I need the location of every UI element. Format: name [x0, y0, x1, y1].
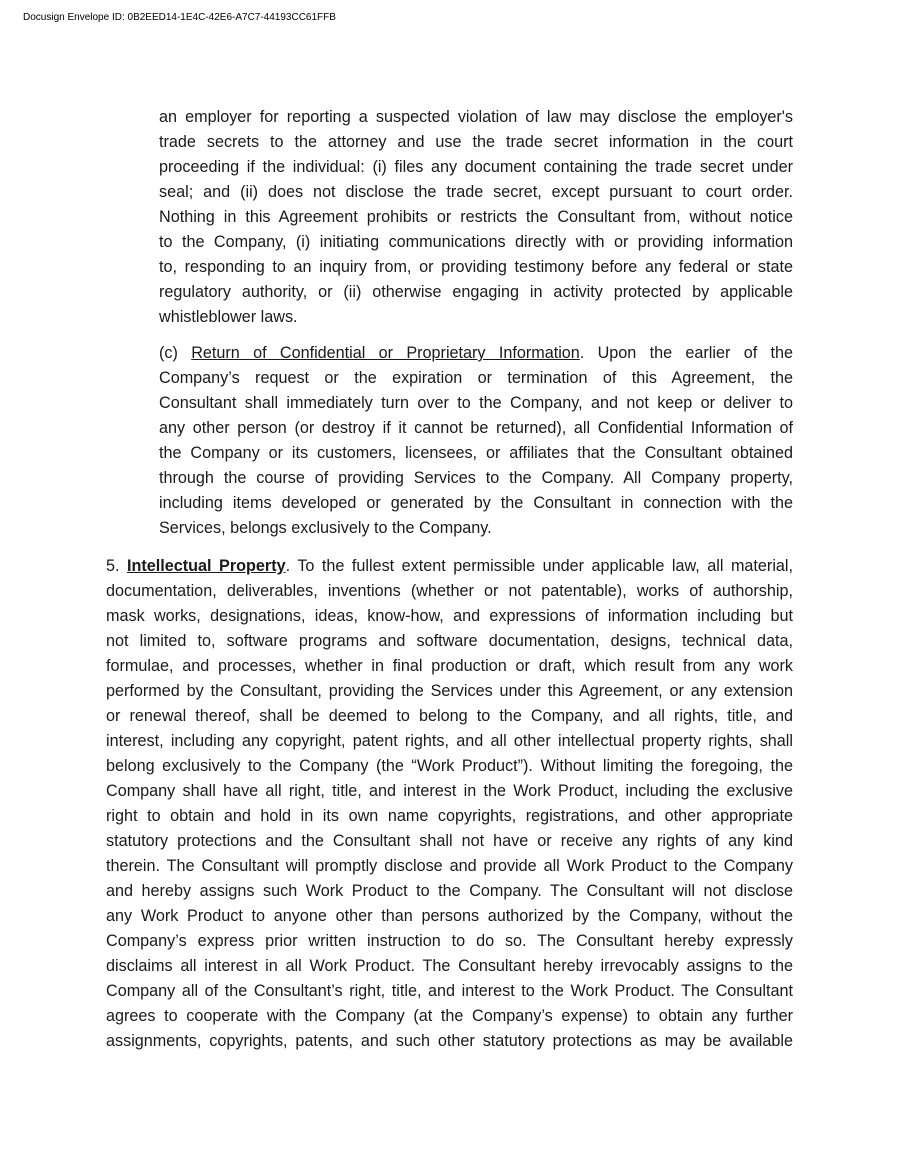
paragraph-line: Company’s request or the expiration or termination of this Agreement, the: [159, 369, 793, 387]
paragraph-line: Nothing in this Agreement prohibits or restricts the Consultant from, without notice: [159, 208, 793, 226]
section-5: [106, 554, 793, 1054]
paragraph-line: Company all of the Consultant’s right, title, and interest to the Work Product. The Consultant: [106, 982, 793, 1000]
section-number: 5.: [106, 557, 127, 575]
paragraph-line: agrees to cooperate with the Company (at the Company’s expense) to obtain any further: [106, 1007, 793, 1025]
paragraph-line: assignments, copyrights, patents, and such other statutory protections as may be available: [106, 1032, 793, 1050]
paragraph-line: trade secrets to the attorney and use the trade secret information in the court: [159, 133, 793, 151]
paragraph-line: therein. The Consultant will promptly disclose and provide all Work Product to the Company: [106, 857, 793, 875]
paragraph-line: [106, 554, 793, 579]
paragraph-line: mask works, designations, ideas, know-how, and expressions of information including but: [106, 607, 793, 625]
paragraph-line: to, responding to an inquiry from, or providing testimony before any federal or state: [159, 258, 793, 276]
paragraph-line: Company’s express prior written instruction to do so. The Consultant hereby expressly: [106, 932, 793, 950]
paragraph-line: any Work Product to anyone other than persons authorized by the Company, without the: [106, 907, 793, 925]
clause-label: (c): [159, 344, 192, 362]
paragraph-line: Services, belongs exclusively to the Company.: [159, 519, 492, 537]
paragraph-line: [159, 341, 793, 366]
paragraph-line: proceeding if the individual: (i) files any document containing the trade secret under: [159, 158, 793, 176]
paragraph-line: disclaims all interest in all Work Product. The Consultant hereby irrevocably assigns to the: [106, 957, 793, 975]
paragraph-line: performed by the Consultant, providing the Services under this Agreement, or any extension: [106, 682, 793, 700]
paragraph-c: [159, 341, 793, 541]
paragraph-line: Company shall have all right, title, and interest in the Work Product, including the exclusive: [106, 782, 793, 800]
paragraph-line: through the course of providing Services to the Company. All Company property,: [159, 469, 793, 487]
section-heading: Intellectual Property: [127, 557, 286, 575]
paragraph-line: documentation, deliverables, inventions (whether or not patentable), works of authorship,: [106, 582, 793, 600]
paragraph-line: interest, including any copyright, patent rights, and all other intellectual property rights, shall: [106, 732, 793, 750]
paragraph-line: an employer for reporting a suspected violation of law may disclose the employer's: [159, 108, 793, 126]
paragraph-line: seal; and (ii) does not disclose the trade secret, except pursuant to court order.: [159, 183, 793, 201]
paragraph-b-continued: [159, 105, 793, 330]
paragraph-line: the Company or its customers, licensees, or affiliates that the Consultant obtained: [159, 444, 793, 462]
clause-heading: Return of Confidential or Proprietary Information: [191, 344, 580, 362]
paragraph-line: statutory protections and the Consultant shall not have or receive any rights of any kind: [106, 832, 793, 850]
paragraph-line: not limited to, software programs and software documentation, designs, technical data,: [106, 632, 793, 650]
paragraph-line: regulatory authority, or (ii) otherwise engaging in activity protected by applicable: [159, 283, 793, 301]
paragraph-line: right to obtain and hold in its own name copyrights, registrations, and other appropriate: [106, 807, 793, 825]
paragraph-line: any other person (or destroy if it cannot be returned), all Confidential Information of: [159, 419, 793, 437]
paragraph-text: . To the fullest extent permissible under applicable law, all material,: [285, 557, 794, 575]
paragraph-text: . Upon the earlier of the: [579, 344, 794, 362]
paragraph-line: Consultant shall immediately turn over to the Company, and not keep or deliver to: [159, 394, 793, 412]
paragraph-line: including items developed or generated by the Consultant in connection with the: [159, 494, 793, 512]
paragraph-line: belong exclusively to the Company (the “Work Product”). Without limiting the foregoing, the: [106, 757, 793, 775]
envelope-id: Docusign Envelope ID: 0B2EED14-1E4C-42E6-A7C7-44193CC61FFB: [23, 12, 336, 23]
paragraph-line: or renewal thereof, shall be deemed to belong to the Company, and all rights, title, and: [106, 707, 793, 725]
paragraph-line: whistleblower laws.: [159, 308, 298, 326]
paragraph-line: to the Company, (i) initiating communications directly with or providing information: [159, 233, 793, 251]
paragraph-line: formulae, and processes, whether in final production or draft, which result from any work: [106, 657, 793, 675]
paragraph-line: and hereby assigns such Work Product to the Company. The Consultant will not disclose: [106, 882, 793, 900]
